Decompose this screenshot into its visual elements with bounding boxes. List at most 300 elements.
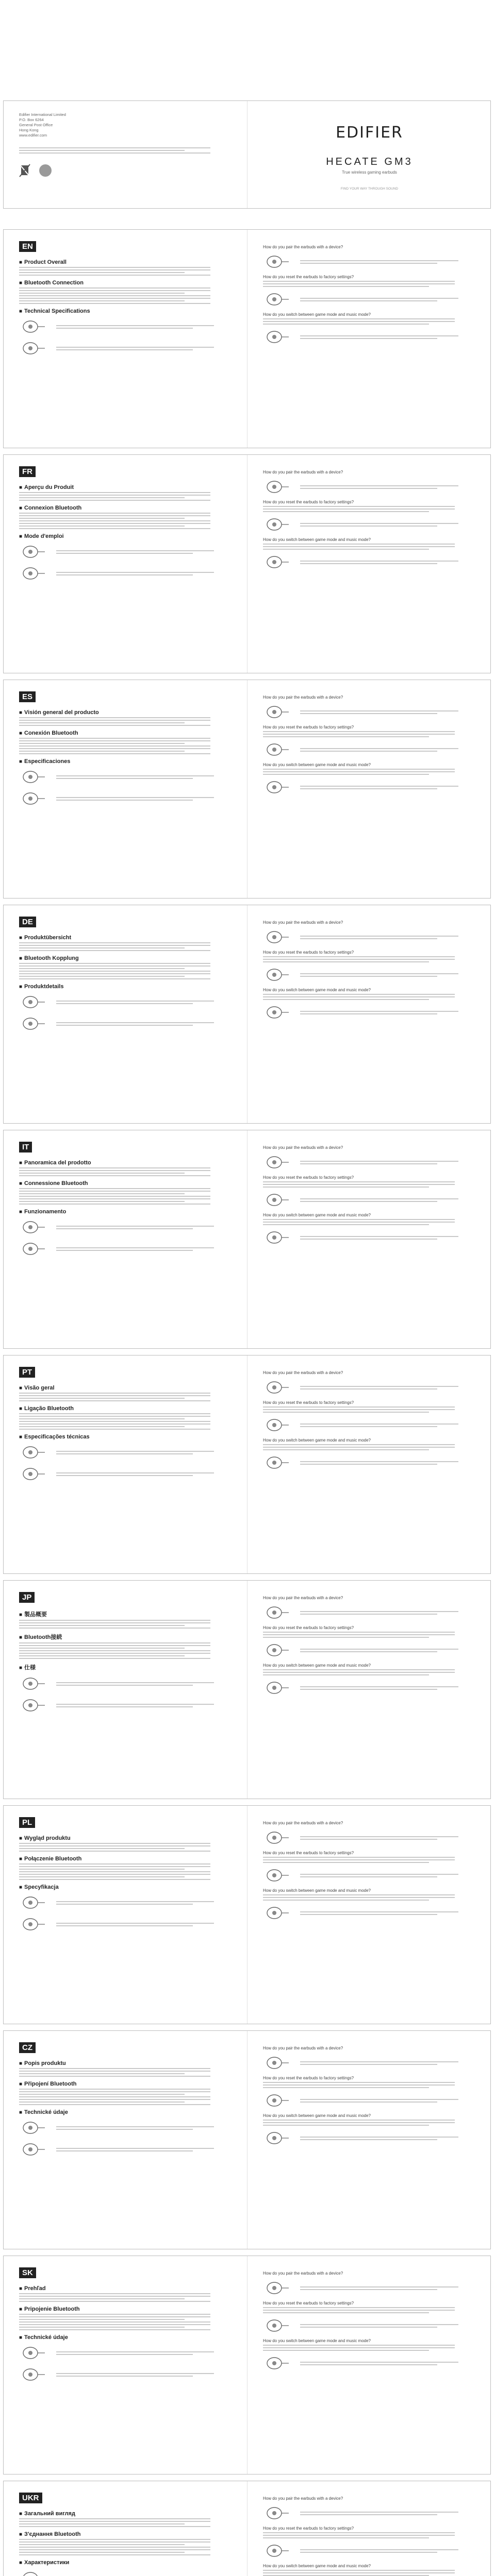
text-line <box>19 717 210 718</box>
section-heading: ■ 製品概要 <box>19 1610 232 1618</box>
illustration-row <box>19 564 232 583</box>
text-line <box>300 2324 458 2325</box>
contact-line: General Post Office <box>19 123 53 127</box>
language-tag: ES <box>19 691 36 702</box>
illustration-row <box>263 1866 476 1885</box>
earbud-illustration-icon <box>263 1378 294 1397</box>
text-line <box>263 1444 455 1445</box>
earbud-illustration-icon <box>263 553 294 571</box>
text-line <box>300 748 458 749</box>
illustration-caption <box>56 2350 232 2357</box>
section-heading: ■ Connexion Bluetooth <box>19 505 232 511</box>
text-line <box>300 1013 437 1014</box>
illustration-caption <box>56 1900 232 1906</box>
text-line <box>56 1001 214 1002</box>
illustration-caption <box>300 1910 476 1917</box>
illustration-caption <box>300 2285 476 2292</box>
text-line <box>300 485 458 486</box>
section-heading: ■ Ligação Bluetooth <box>19 1405 232 1412</box>
text-line <box>300 1011 458 1012</box>
earbud-illustration-icon <box>263 928 294 946</box>
section-heading: ■ Visión general del producto <box>19 709 232 716</box>
earbud-illustration-icon <box>263 2541 294 2560</box>
language-tag: IT <box>19 1142 32 1153</box>
faq-question: How do you pair the earbuds with a device? <box>263 1145 343 1150</box>
text-line <box>300 1876 437 1877</box>
text-line <box>263 1669 455 1670</box>
text-line <box>300 1239 437 1240</box>
text-line <box>19 2316 210 2317</box>
contact-line: www.edifier.com <box>19 133 47 138</box>
faq-question: How do you reset the earbuds to factory settings? <box>263 2076 354 2080</box>
section-heading: ■ З'єднання Bluetooth <box>19 2531 232 2537</box>
text-line <box>300 973 458 974</box>
text-line <box>300 1423 458 1425</box>
text-line <box>56 800 193 801</box>
text-line <box>19 973 210 974</box>
earbud-illustration-icon <box>263 2091 294 2110</box>
illustration-caption <box>300 2360 476 2367</box>
earbud-illustration-icon <box>263 1153 294 1172</box>
illustration-row <box>263 1641 476 1659</box>
illustration-row <box>263 252 476 271</box>
text-line <box>19 1648 185 1649</box>
text-line <box>19 2104 210 2105</box>
illustration-row <box>263 1679 476 1697</box>
text-line <box>19 2068 210 2069</box>
text-line <box>19 300 185 301</box>
text-line <box>300 2289 437 2290</box>
illustration-row <box>263 1153 476 1172</box>
earbud-illustration-icon <box>263 2129 294 2147</box>
text-line <box>19 2298 185 2299</box>
faq-question: How do you switch between game mode and music mode? <box>263 1213 371 1217</box>
text-line <box>19 2301 210 2302</box>
illustration-row <box>263 1378 476 1397</box>
faq-question: How do you switch between game mode and music mode? <box>263 312 371 317</box>
earbud-illustration-icon <box>19 1915 50 1934</box>
text-line <box>300 2099 458 2100</box>
language-page <box>3 2030 491 2249</box>
text-line <box>56 1682 214 1683</box>
text-line <box>300 1201 437 1202</box>
text-line <box>56 325 214 326</box>
text-line <box>19 2552 185 2553</box>
earbud-illustration-icon <box>19 2569 50 2576</box>
text-line <box>19 2094 185 2095</box>
text-line <box>19 528 210 529</box>
text-line <box>300 335 458 336</box>
language-page <box>3 2481 491 2576</box>
section-heading: ■ Połączenie Bluetooth <box>19 1856 232 1862</box>
text-line <box>19 492 210 493</box>
contact-line: P.O. Box 6264 <box>19 117 44 122</box>
text-line <box>19 2319 185 2320</box>
text-line <box>19 745 210 747</box>
section-heading: ■ Prehľad <box>19 2285 232 2292</box>
text-line <box>263 736 429 737</box>
text-line <box>19 2526 210 2527</box>
text-line <box>56 1472 214 1473</box>
text-line <box>19 150 185 151</box>
text-line <box>263 2537 429 2538</box>
earbud-illustration-icon <box>19 1893 50 1912</box>
text-line <box>300 751 437 752</box>
text-line <box>263 321 455 322</box>
section-heading: ■ Especificações técnicas <box>19 1434 232 1440</box>
language-page <box>3 905 491 1124</box>
text-line <box>300 2102 437 2103</box>
page-left-column <box>4 2256 248 2474</box>
illustration-caption <box>56 2146 232 2153</box>
text-line <box>263 2122 455 2123</box>
text-line <box>19 2314 210 2315</box>
illustration-caption <box>300 259 476 265</box>
faq-question: How do you switch between game mode and music mode? <box>263 988 371 992</box>
illustration-row <box>263 553 476 571</box>
language-tag: PL <box>19 1817 35 1828</box>
section-heading: ■ Характеристики <box>19 2560 232 2566</box>
illustration-row <box>19 317 232 336</box>
text-line <box>19 2539 210 2540</box>
text-line <box>263 2347 455 2348</box>
text-line <box>19 2327 185 2328</box>
illustration-caption <box>56 774 232 781</box>
text-line <box>19 976 185 977</box>
page-left-column <box>4 1130 248 1348</box>
illustration-caption <box>300 296 476 303</box>
illustration-row <box>19 789 232 808</box>
text-line <box>56 778 193 779</box>
page-right-column <box>248 1581 491 1799</box>
illustration-caption <box>300 1384 476 1391</box>
text-line <box>19 1876 185 1877</box>
page-right-column <box>248 2031 491 2249</box>
earbud-illustration-icon <box>19 317 50 336</box>
earbud-illustration-icon <box>263 1191 294 1209</box>
earbud-illustration-icon <box>263 2279 294 2297</box>
text-line <box>263 324 429 325</box>
faq-question: How do you pair the earbuds with a device? <box>263 695 343 700</box>
text-line <box>56 574 193 575</box>
text-line <box>300 1426 437 1427</box>
text-line <box>19 2554 210 2555</box>
page-right-column <box>248 1130 491 1348</box>
earbud-illustration-icon <box>263 252 294 271</box>
illustration-row <box>263 965 476 984</box>
text-line <box>263 2307 455 2308</box>
earbud-illustration-icon <box>19 1014 50 1033</box>
text-line <box>56 2150 193 2151</box>
illustration-caption <box>300 1872 476 1879</box>
earbud-illustration-icon <box>19 1696 50 1715</box>
text-line <box>56 1022 214 1023</box>
illustration-caption <box>56 1021 232 1027</box>
text-line <box>300 938 437 939</box>
section-heading: ■ Funzionamento <box>19 1209 232 1215</box>
text-line <box>19 1650 210 1651</box>
text-line <box>19 152 210 154</box>
faq-question: How do you reset the earbuds to factory settings? <box>263 2301 354 2306</box>
page-left-column <box>4 2481 248 2576</box>
earbud-illustration-icon <box>19 1443 50 1462</box>
earbud-illustration-icon <box>19 1240 50 1258</box>
text-line <box>19 968 185 969</box>
text-line <box>19 1869 185 1870</box>
text-line <box>263 2570 455 2571</box>
section-heading: ■ Aperçu du Produit <box>19 484 232 490</box>
text-line <box>19 269 210 270</box>
section-heading: ■ Bluetooth Connection <box>19 280 232 286</box>
earbud-illustration-icon <box>263 1904 294 1922</box>
text-line <box>263 286 429 287</box>
text-line <box>263 731 455 732</box>
illustration-row <box>19 993 232 1011</box>
illustration-caption <box>300 972 476 978</box>
earbud-illustration-icon <box>19 2119 50 2137</box>
illustration-row <box>263 1191 476 1209</box>
text-line <box>263 544 455 545</box>
text-line <box>300 976 437 977</box>
text-line <box>263 1449 429 1450</box>
text-line <box>263 2082 455 2083</box>
text-line <box>19 1167 210 1168</box>
illustration-row <box>19 2365 232 2384</box>
language-tag: DE <box>19 917 36 927</box>
illustration-caption <box>300 2323 476 2329</box>
faq-question: How do you switch between game mode and music mode? <box>263 1888 371 1893</box>
text-line <box>56 2354 193 2355</box>
section-heading: ■ Bluetooth Kopplung <box>19 955 232 961</box>
text-line <box>19 287 210 289</box>
text-line <box>19 1426 185 1427</box>
text-line <box>300 2552 437 2553</box>
earbud-illustration-icon <box>263 2354 294 2372</box>
text-line <box>19 720 210 721</box>
earbud-illustration-icon <box>263 778 294 796</box>
illustration-caption <box>300 2060 476 2066</box>
text-line <box>56 1706 193 1707</box>
section-heading: ■ Technické údaje <box>19 2334 232 2341</box>
text-line <box>300 2137 458 2138</box>
text-line <box>19 1423 210 1425</box>
text-line <box>19 303 210 304</box>
text-line <box>263 959 455 960</box>
section-heading: ■ Specyfikacja <box>19 1884 232 1890</box>
text-line <box>56 2126 214 2127</box>
page-left-column <box>4 1581 248 1799</box>
earbud-illustration-icon <box>19 2140 50 2159</box>
product-name: HECATE GM3 <box>326 156 413 167</box>
text-line <box>300 1388 437 1389</box>
illustration-caption <box>56 570 232 577</box>
text-line <box>19 293 185 294</box>
ce-mark-icon <box>39 164 52 177</box>
illustration-caption <box>300 2097 476 2104</box>
text-line <box>300 523 458 524</box>
section-heading: ■ Produktdetails <box>19 984 232 990</box>
text-line <box>263 1409 455 1410</box>
text-line <box>19 2296 210 2297</box>
illustration-row <box>263 1003 476 1022</box>
earbud-illustration-icon <box>19 2344 50 2362</box>
illustration-row <box>263 1228 476 1247</box>
illustration-caption <box>56 2371 232 2378</box>
text-line <box>263 2310 455 2311</box>
text-line <box>19 1848 185 1849</box>
faq-question: How do you switch between game mode and music mode? <box>263 537 371 542</box>
text-line <box>19 1642 210 1643</box>
earbud-illustration-icon <box>19 543 50 561</box>
text-line <box>300 2364 437 2365</box>
text-line <box>19 267 210 268</box>
illustration-caption <box>300 934 476 941</box>
text-line <box>19 1201 185 1202</box>
faq-question: How do you pair the earbuds with a device? <box>263 2496 343 2501</box>
text-line <box>19 971 210 972</box>
text-line <box>56 1453 193 1454</box>
illustration-caption <box>56 1449 232 1456</box>
text-line <box>56 1025 193 1026</box>
illustration-row <box>263 2279 476 2297</box>
brand-logo: EDIFIER <box>336 124 403 142</box>
text-line <box>19 1628 210 1629</box>
page-right-column <box>248 905 491 1123</box>
page-left-column <box>4 2031 248 2249</box>
faq-question: How do you reset the earbuds to factory settings? <box>263 1625 354 1630</box>
illustration-caption <box>300 2135 476 2142</box>
text-line <box>19 1845 210 1846</box>
text-line <box>19 1874 210 1875</box>
text-line <box>263 1859 455 1860</box>
illustration-row <box>19 543 232 561</box>
text-line <box>263 1857 455 1858</box>
language-tag: FR <box>19 466 36 477</box>
illustration-row <box>263 1416 476 1434</box>
text-line <box>19 2521 210 2522</box>
text-line <box>300 1649 458 1650</box>
illustration-row <box>263 478 476 496</box>
text-line <box>19 272 185 273</box>
faq-question: How do you pair the earbuds with a device? <box>263 2046 343 2050</box>
cover-page <box>3 100 491 209</box>
page-right-column <box>248 2256 491 2474</box>
text-line <box>56 2148 214 2149</box>
text-line <box>19 2518 210 2519</box>
text-line <box>19 1429 210 1430</box>
illustration-row <box>263 2541 476 2560</box>
earbud-illustration-icon <box>263 1228 294 1247</box>
text-line <box>56 2351 214 2352</box>
text-line <box>56 2376 193 2377</box>
illustration-caption <box>56 1246 232 1252</box>
text-line <box>19 147 210 148</box>
text-line <box>300 263 437 264</box>
illustration-caption <box>300 1460 476 1466</box>
language-tag: EN <box>19 241 36 252</box>
text-line <box>263 506 455 507</box>
text-line <box>19 495 210 496</box>
text-line <box>300 1386 458 1387</box>
illustration-caption <box>300 1159 476 1166</box>
text-line <box>300 936 458 937</box>
text-line <box>19 1170 210 1171</box>
illustration-row <box>263 328 476 346</box>
page-left-column <box>4 680 248 898</box>
text-line <box>19 2324 210 2325</box>
faq-question: How do you pair the earbuds with a device? <box>263 1821 343 1825</box>
earbud-illustration-icon <box>263 290 294 309</box>
illustration-caption <box>56 795 232 802</box>
text-line <box>263 2312 429 2313</box>
earbud-illustration-icon <box>19 339 50 358</box>
earbud-illustration-icon <box>263 1828 294 1847</box>
text-line <box>19 1655 185 1656</box>
faq-question: How do you reset the earbuds to factory settings? <box>263 1851 354 1855</box>
text-line <box>300 2512 458 2513</box>
illustration-caption <box>56 1702 232 1709</box>
text-line <box>263 1447 455 1448</box>
earbud-illustration-icon <box>263 478 294 496</box>
text-line <box>19 2076 210 2077</box>
tagline: FIND YOUR WAY THROUGH SOUND <box>340 187 399 191</box>
text-line <box>19 1204 210 1205</box>
section-heading: ■ Připojení Bluetooth <box>19 2081 232 2087</box>
text-line <box>19 738 210 739</box>
text-line <box>263 734 455 735</box>
page-right-column <box>248 1806 491 2024</box>
illustration-caption <box>300 1234 476 1241</box>
page-right-column <box>248 230 491 448</box>
text-line <box>300 2514 437 2515</box>
text-line <box>300 1911 458 1912</box>
text-line <box>19 1871 210 1872</box>
page-right-column <box>248 2481 491 2576</box>
text-line <box>300 1914 437 1915</box>
faq-question: How do you reset the earbuds to factory settings? <box>263 725 354 730</box>
contact-line: Hong Kong <box>19 128 39 132</box>
text-line <box>263 999 429 1000</box>
text-line <box>263 1634 455 1635</box>
language-tag: SK <box>19 2267 36 2278</box>
text-line <box>263 1900 429 1901</box>
text-line <box>263 1406 455 1408</box>
illustration-row <box>263 1904 476 1922</box>
faq-question: How do you switch between game mode and music mode? <box>263 1663 371 1668</box>
cover-left <box>4 101 248 208</box>
text-line <box>300 1464 437 1465</box>
text-line <box>263 1637 429 1638</box>
illustration-caption <box>56 1224 232 1231</box>
illustration-row <box>19 339 232 358</box>
text-line <box>19 2547 210 2548</box>
text-line <box>56 1901 214 1902</box>
illustration-caption <box>300 2548 476 2554</box>
text-line <box>19 1398 185 1399</box>
text-line <box>19 1175 210 1176</box>
illustration-caption <box>56 549 232 555</box>
text-line <box>56 1451 214 1452</box>
faq-question: How do you switch between game mode and music mode? <box>263 1438 371 1443</box>
language-page <box>3 1355 491 1574</box>
illustration-caption <box>300 521 476 528</box>
text-line <box>19 2544 185 2545</box>
language-tag: CZ <box>19 2042 36 2053</box>
text-line <box>56 328 193 329</box>
faq-question: How do you reset the earbuds to factory settings? <box>263 950 354 955</box>
text-line <box>19 515 210 516</box>
illustration-row <box>263 2316 476 2335</box>
